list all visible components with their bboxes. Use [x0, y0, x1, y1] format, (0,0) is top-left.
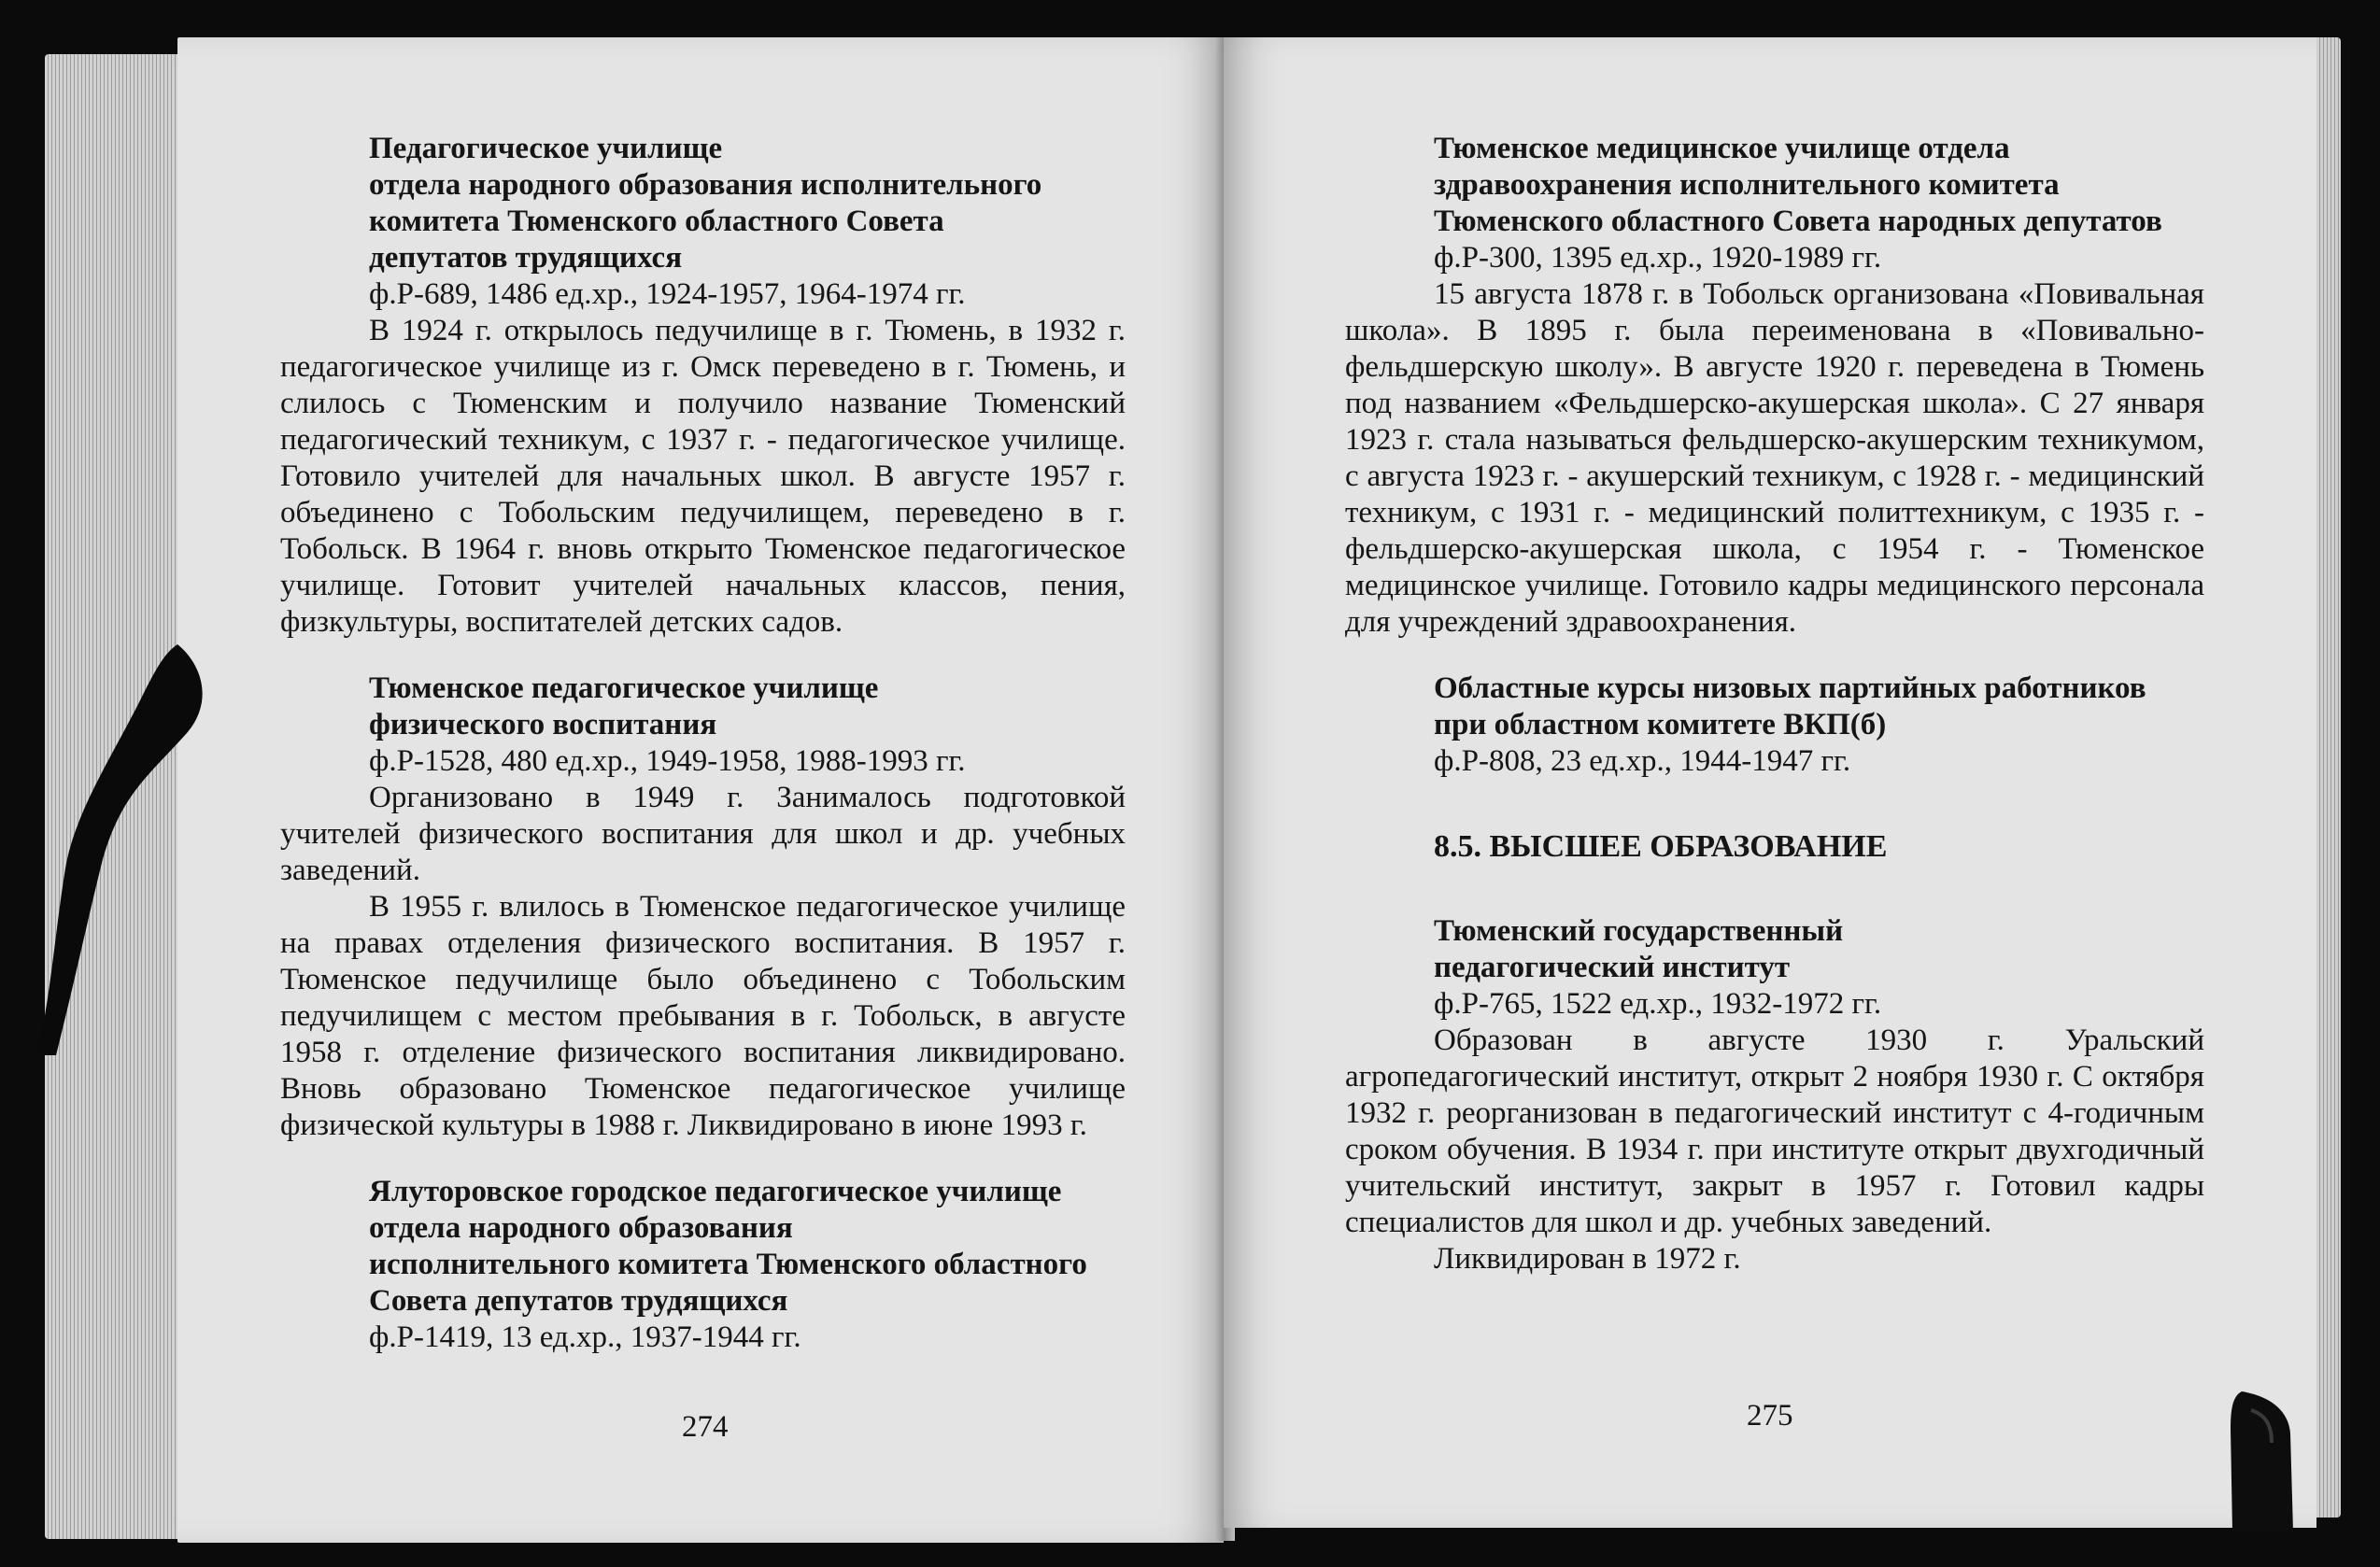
left-page-text: [280, 131, 1126, 1356]
entry: [280, 671, 1126, 1144]
fund-info: ф.Р-1419, 13 ед.хр., 1937-1944 гг.: [369, 1320, 801, 1354]
entry: [280, 1174, 1126, 1356]
title-line: Тюменское медицинское училище отдела: [1434, 132, 2010, 165]
paragraph: Ликвидирован в 1972 г.: [1434, 1242, 1741, 1276]
fund-info: ф.Р-689, 1486 ед.хр., 1924-1957, 1964-1974 гг.: [369, 277, 966, 311]
paragraph: Образован в августе 1930 г. Уральский агропедагогический институт, открыт 2 ноября 1930 г. С октября 1932 г. реорганизован в педагогический институт с 4-годичным сроком обучения. В 1934 г. при институте открыт двухгодичный учительский институт, закрыт в 1957 г. Готовил кадры специалистов для школ и др. учебных заведений.: [1345, 1023, 2204, 1239]
entry: [1345, 913, 2204, 1278]
title-line: Тюменского областного Совета народных депутатов: [1434, 205, 2162, 238]
title-line: депутатов трудящихся: [369, 241, 683, 275]
entry: [1345, 131, 2204, 641]
title-line: Тюменское педагогическое училище: [369, 671, 879, 705]
right-page: [1224, 37, 2316, 1528]
entry: [280, 131, 1126, 641]
right-page-text: [1345, 131, 2204, 1278]
entry-title: [280, 131, 1126, 276]
title-line: педагогический институт: [1434, 951, 1791, 984]
entry-title: [1345, 131, 2204, 240]
fund-info: ф.Р-1528, 480 ед.хр., 1949-1958, 1988-1993 гг.: [369, 744, 966, 778]
fund-info: ф.Р-300, 1395 ед.хр., 1920-1989 гг.: [1434, 241, 1882, 275]
paragraph: В 1955 г. влилось в Тюменское педагогическое училище на правах отделения физического воспитания. В 1957 г. Тюменское педучилище было объединено с Тобольским педучилищем с местом пребывания в г. Тобольск, в августе 1958 г. отделение физического воспитания ликвидировано. Вновь образовано Тюменское педагогическое училище физической культуры в 1988 г. Ликвидировано в июне 1993 г.: [280, 890, 1126, 1142]
title-line: при областном комитете ВКП(б): [1434, 708, 1887, 741]
title-line: Тюменский государственный: [1434, 914, 1844, 948]
title-line: Педагогическое училище: [369, 132, 723, 165]
entry-title: [1345, 671, 2204, 743]
title-line: физического воспитания: [369, 708, 717, 741]
paragraph: В 1924 г. открылось педучилище в г. Тюмень, в 1932 г. педагогическое училище из г. Омск переведено в г. Тюмень, и слилось с Тюменским и получило название Тюменский педагогический техникум, с 1937 г. - педагогическое училище. Готовило учителей для начальных школ. В августе 1957 г. объединено с Тобольским педучилищем, переведено в г. Тобольск. В 1964 г. вновь открыто Тюменское педагогическое училище. Готовит учителей начальных классов, пения, физкультуры, воспитателей детских садов.: [280, 314, 1126, 639]
paragraph: Организовано в 1949 г. Занималось подготовкой учителей физического воспитания для школ и др. учебных заведений.: [280, 781, 1126, 887]
page-clip: [2214, 1391, 2298, 1532]
fund-info: ф.Р-808, 23 ед.хр., 1944-1947 гг.: [1434, 744, 1851, 778]
title-line: отдела народного образования: [369, 1211, 793, 1245]
title-line: здравоохранения исполнительного комитета: [1434, 168, 2060, 202]
title-line: отдела народного образования исполнительного: [369, 168, 1042, 202]
title-line: Совета депутатов трудящихся: [369, 1284, 788, 1318]
entry-title: [280, 671, 1126, 743]
title-line: Областные курсы низовых партийных работников: [1434, 671, 2146, 705]
page-number: 275: [1747, 1399, 1793, 1433]
entry: [1345, 671, 2204, 780]
title-line: исполнительного комитета Тюменского областного: [369, 1248, 1087, 1281]
entry-title: [280, 1174, 1126, 1320]
fund-info: ф.Р-765, 1522 ед.хр., 1932-1972 гг.: [1434, 987, 1882, 1021]
title-line: Ялуторовское городское педагогическое училище: [369, 1175, 1062, 1208]
left-page: [177, 37, 1224, 1543]
title-line: комитета Тюменского областного Совета: [369, 205, 944, 238]
page-number: 274: [682, 1410, 729, 1444]
bookmark-ribbon: [37, 644, 224, 1055]
paragraph: 15 августа 1878 г. в Тобольск организована «Повивальная школа». В 1895 г. была переименована в «Повивально-фельдшерскую школу». В августе 1920 г. переведена в Тюмень под названием «Фельдшерско-акушерская школа». С 27 января 1923 г. стала называться фельдшерско-акушерским техникумом, с августа 1923 г. - акушерский техникум, с 1928 г. - медицинский техникум, с 1931 г. - медицинский политтехникум, с 1935 г. - фельдшерско-акушерская школа, с 1954 г. - Тюменское медицинское училище. Готовило кадры медицинского персонала для учреждений здравоохранения.: [1345, 277, 2204, 639]
entry-title: [1345, 913, 2204, 986]
section-heading: 8.5. ВЫСШЕЕ ОБРАЗОВАНИЕ: [1434, 829, 1888, 864]
